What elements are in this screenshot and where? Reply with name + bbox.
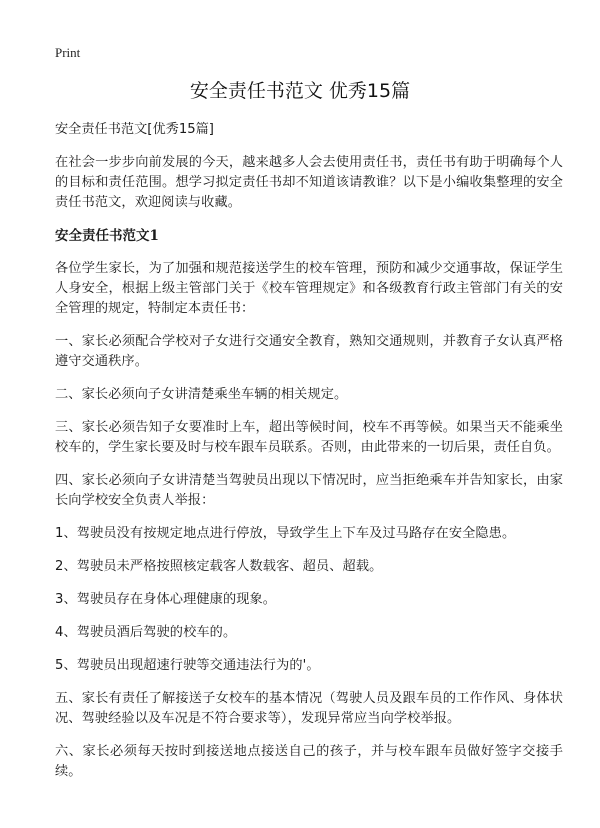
list-item: 5、驾驶员出现超速行驶等交通违法行为的'。: [55, 658, 320, 673]
intro-paragraph: 在社会一步步向前发展的今天，越来越多人会去使用责任书，责任书有助于明确每个人的目标和责任范围。想学习拟定责任书却不知道该请教谁？以下是小编收集整理的安全责任书范文，欢迎阅读与收藏。: [55, 155, 563, 210]
list-item: 2、驾驶员未严格按照核定载客人数载客、超员、超载。: [55, 559, 383, 574]
body-paragraph: 二、家长必须向子女讲清楚乘坐车辆的相关规定。: [55, 387, 348, 402]
list-item: 3、驾驶员存在身体心理健康的现象。: [55, 592, 277, 607]
body-paragraph: 六、家长必须每天按时到接送地点接送自己的孩子，并与校车跟车员做好签字交接手续。: [55, 744, 563, 779]
document-title: 安全责任书范文 优秀15篇: [189, 80, 411, 102]
document-subtitle: 安全责任书范文[优秀15篇]: [55, 122, 214, 137]
body-paragraph: 各位学生家长，为了加强和规范接送学生的校车管理，预防和减少交通事故，保证学生人身安全，根据上级主管部门关于《校车管理规定》和各级教育行政主管部门有关的安全管理的规定，特制定本责任书：: [55, 261, 563, 316]
body-paragraph: 四、家长必须向子女讲清楚当驾驶员出现以下情况时，应当拒绝乘车并告知家长，由家长向学校安全负责人举报：: [55, 473, 563, 508]
document-body: [55, 120, 563, 795]
body-paragraph: 五、家长有责任了解接送子女校车的基本情况（驾驶人员及跟车员的工作作风、身体状况、驾驶经验以及车况是不符合要求等），发现异常应当向学校举报。: [55, 691, 563, 726]
section-heading: 安全责任书范文1: [55, 228, 159, 244]
body-paragraph: 一、家长必须配合学校对子女进行交通安全教育，熟知交通规则，并教育子女认真严格遵守交通秩序。: [55, 334, 563, 369]
list-item: 4、驾驶员酒后驾驶的校车的。: [55, 625, 237, 640]
list-item: 1、驾驶员没有按规定地点进行停放，导致学生上下车及过马路存在安全隐患。: [55, 526, 516, 541]
print-label: Print: [55, 45, 81, 60]
body-paragraph: 三、家长必须告知子女要准时上车，超出等候时间，校车不再等候。如果当天不能乘坐校车的，学生家长要及时与校车跟车员联系。否则，由此带来的一切后果，责任自负。: [55, 420, 563, 455]
